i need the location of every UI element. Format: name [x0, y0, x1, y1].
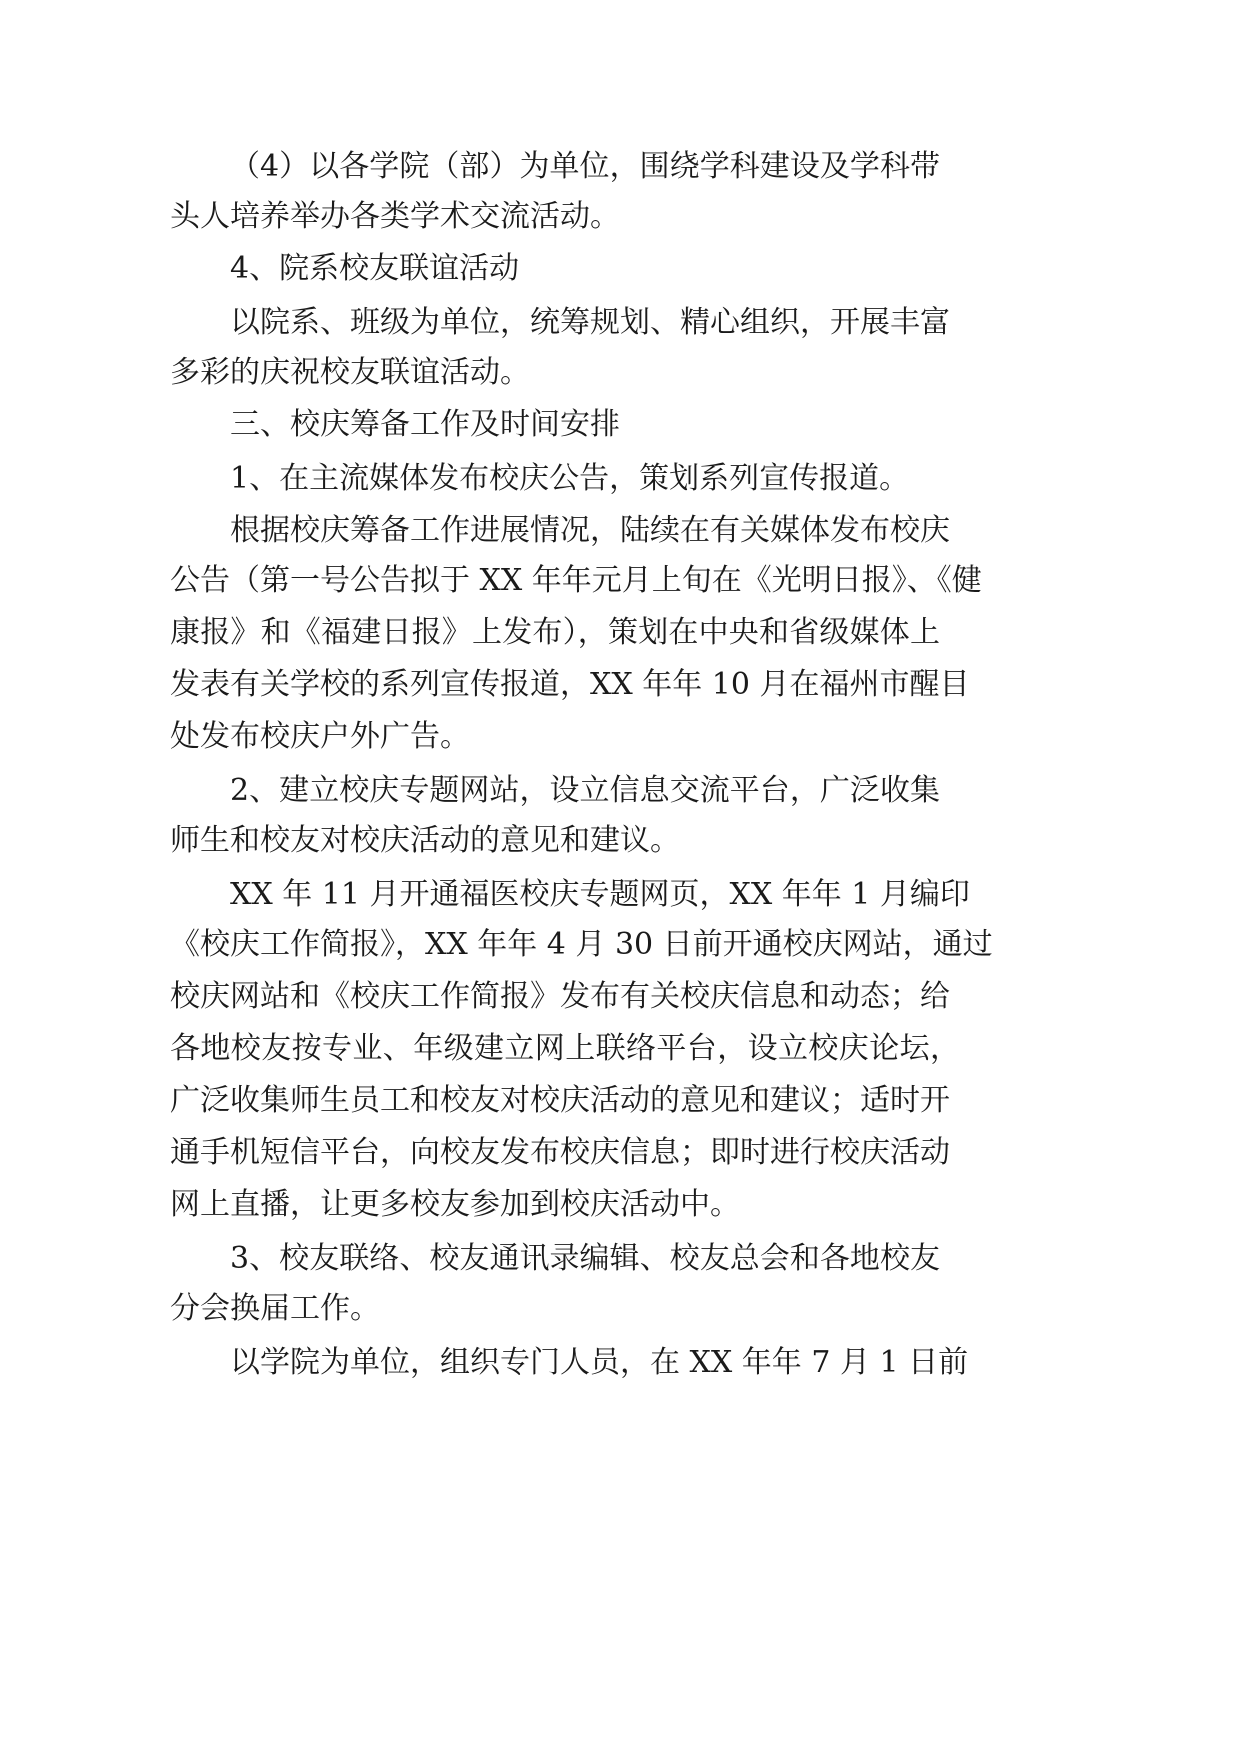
text-line: 通手机短信平台，向校友发布校庆信息；即时进行校庆活动 [170, 1135, 950, 1170]
text-line: 以院系、班级为单位，统筹规划、精心组织，开展丰富 [230, 305, 950, 340]
text-line: 根据校庆筹备工作进展情况，陆续在有关媒体发布校庆 [230, 513, 950, 548]
text-line: 康报》和《福建日报》上发布），策划在中央和省级媒体上 [170, 615, 940, 650]
text-line: 以学院为单位，组织专门人员，在 XX 年年 7 月 1 日前 [230, 1345, 969, 1380]
section-heading: 1、在主流媒体发布校庆公告，策划系列宣传报道。 [230, 461, 910, 496]
text-line: 校庆网站和《校庆工作简报》发布有关校庆信息和动态；给 [170, 979, 950, 1014]
text-line: XX 年 11 月开通福医校庆专题网页，XX 年年 1 月编印 [230, 877, 970, 912]
text-line: 网上直播，让更多校友参加到校庆活动中。 [170, 1187, 740, 1222]
section-heading: 4、院系校友联谊活动 [230, 251, 520, 286]
text-line: 师生和校友对校庆活动的意见和建议。 [170, 823, 680, 858]
text-line: 处发布校庆户外广告。 [170, 719, 470, 754]
text-line: 多彩的庆祝校友联谊活动。 [170, 355, 530, 390]
text-line: （4）以各学院（部）为单位，围绕学科建设及学科带 [230, 149, 940, 184]
text-line: 公告（第一号公告拟于 XX 年年元月上旬在《光明日报》、《健 [170, 563, 982, 598]
text-line: 发表有关学校的系列宣传报道，XX 年年 10 月在福州市醒目 [170, 667, 970, 702]
section-heading: 三、校庆筹备工作及时间安排 [230, 407, 620, 442]
text-line: 分会换届工作。 [170, 1291, 380, 1326]
text-line: 广泛收集师生员工和校友对校庆活动的意见和建议；适时开 [170, 1083, 950, 1118]
text-line: 《校庆工作简报》，XX 年年 4 月 30 日前开通校庆网站，通过 [170, 927, 993, 962]
section-heading: 3、校友联络、校友通讯录编辑、校友总会和各地校友 [230, 1241, 940, 1276]
text-line: 头人培养举办各类学术交流活动。 [170, 199, 620, 234]
text-line: 各地校友按专业、年级建立网上联络平台，设立校庆论坛， [170, 1031, 960, 1066]
section-heading: 2、建立校庆专题网站，设立信息交流平台，广泛收集 [230, 773, 940, 808]
